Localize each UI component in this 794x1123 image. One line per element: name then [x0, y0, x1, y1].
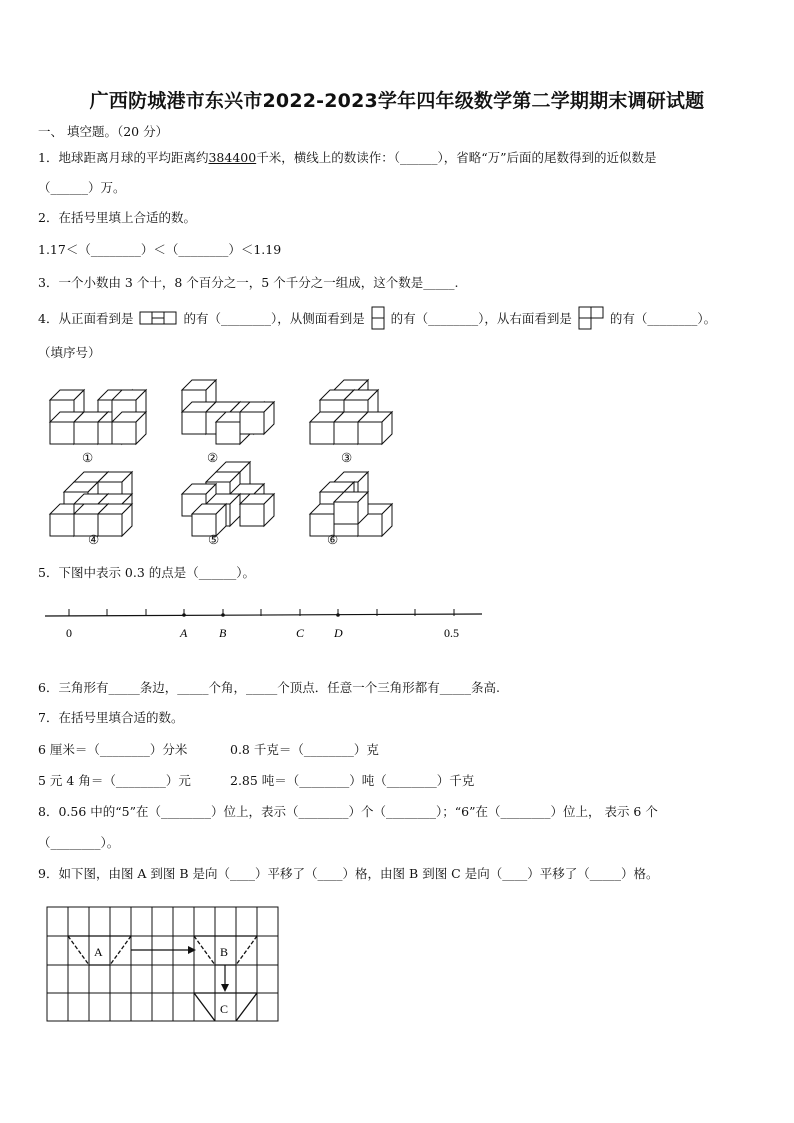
- figure-label-1: ①: [82, 450, 94, 465]
- point-b-label: B: [219, 626, 227, 640]
- cube-figure-2: [182, 380, 274, 444]
- figure-label-5: ⑤: [208, 532, 220, 547]
- q1-text-before: 1．地球距离月球的平均距离约: [38, 150, 209, 165]
- question-1-line-2: （______）万。: [38, 180, 126, 195]
- point-d-label: D: [334, 626, 343, 640]
- figure-label-3: ③: [341, 450, 353, 465]
- cube-figure-6: [310, 472, 392, 536]
- page-title: 广西防城港市东兴市2022-2023学年四年级数学第二学期期末调研试题: [89, 90, 705, 112]
- question-3: 3．一个小数由 3 个十，8 个百分之一，5 个千分之一组成，这个数是_____.: [38, 275, 459, 290]
- right-view-icon: [578, 306, 604, 333]
- point-c-label: C: [296, 626, 305, 640]
- question-9: 9．如下图，由图 A 到图 B 是向（____）平移了（____）格，由图 B 到图 C 是向（____）平移了（_____）格。: [38, 866, 659, 881]
- cube-figure-4: [50, 472, 132, 536]
- cube-figure-3: [310, 380, 392, 444]
- question-8-line-2: （________）。: [38, 835, 120, 850]
- shape-c: [194, 993, 257, 1021]
- question-2-expression: 1.17＜（________）＜（________）＜1.19: [38, 242, 282, 257]
- grid-lines: [47, 907, 278, 1021]
- point-d-dot: [336, 613, 340, 617]
- question-6: 6．三角形有_____条边，_____个角，_____个顶点．任意一个三角形都有_____条高.: [38, 680, 500, 695]
- number-line-axis: [45, 614, 482, 616]
- front-view-icon: [139, 311, 177, 329]
- figure-label-4: ④: [88, 532, 100, 547]
- q1-distance-number: 384400: [208, 150, 257, 165]
- question-7-row-1a: 6 厘米＝（________）分米: [38, 742, 188, 757]
- question-1-line-1: [38, 148, 656, 166]
- point-a-label: A: [180, 626, 188, 640]
- q4-part-3: 的有（________），从右面看到是: [390, 311, 572, 326]
- q1-text-after: 千米，横线上的数读作：（______），省略“万”后面的尾数得到的近似数是: [256, 150, 657, 165]
- question-2-prompt: 2．在括号里填上合适的数。: [38, 210, 196, 225]
- shape-b: [194, 936, 257, 965]
- number-line: [40, 600, 490, 650]
- q4-part-2: 的有（________），从侧面看到是: [183, 311, 365, 326]
- shape-a: [68, 936, 131, 965]
- translation-grid: [46, 906, 282, 1026]
- point-a-dot: [182, 613, 186, 617]
- cube-figure-1: [50, 390, 146, 444]
- question-4-line: [38, 306, 716, 333]
- figure-label-6: ⑥: [327, 532, 339, 547]
- shape-c-label: C: [220, 1002, 229, 1016]
- figure-label-2: ②: [207, 450, 219, 465]
- q4-part-4: 的有（________）。: [609, 311, 717, 326]
- q4-part-1: 4．从正面看到是: [38, 311, 134, 326]
- question-7-row-1b: 0.8 千克＝（________）克: [230, 742, 379, 757]
- side-view-icon: [371, 306, 385, 333]
- cube-figure-5: [182, 462, 274, 536]
- arrow-down-icon: [221, 965, 229, 992]
- number-line-end-label: 0.5: [444, 626, 459, 640]
- question-7-prompt: 7．在括号里填合适的数。: [38, 710, 184, 725]
- shape-b-label: B: [220, 945, 229, 959]
- question-7-row-2a: 5 元 4 角＝（________）元: [38, 773, 191, 788]
- shape-a-label: A: [94, 945, 103, 959]
- question-8-line-1: 8．0.56 中的“5”在（________）位上，表示（________）个（________）；“6”在（________）位上， 表示 6 个: [38, 804, 658, 819]
- question-5: 5．下图中表示 0.3 的点是（______）。: [38, 565, 256, 580]
- arrow-right-icon: [131, 946, 196, 954]
- question-7-row-2b: 2.85 吨＝（________）吨（________）千克: [230, 773, 475, 788]
- question-4-note: （填序号）: [38, 345, 101, 360]
- number-line-start-label: 0: [66, 626, 72, 640]
- section-header: 一、 填空题。（20 分）: [38, 124, 169, 139]
- point-b-dot: [221, 613, 225, 617]
